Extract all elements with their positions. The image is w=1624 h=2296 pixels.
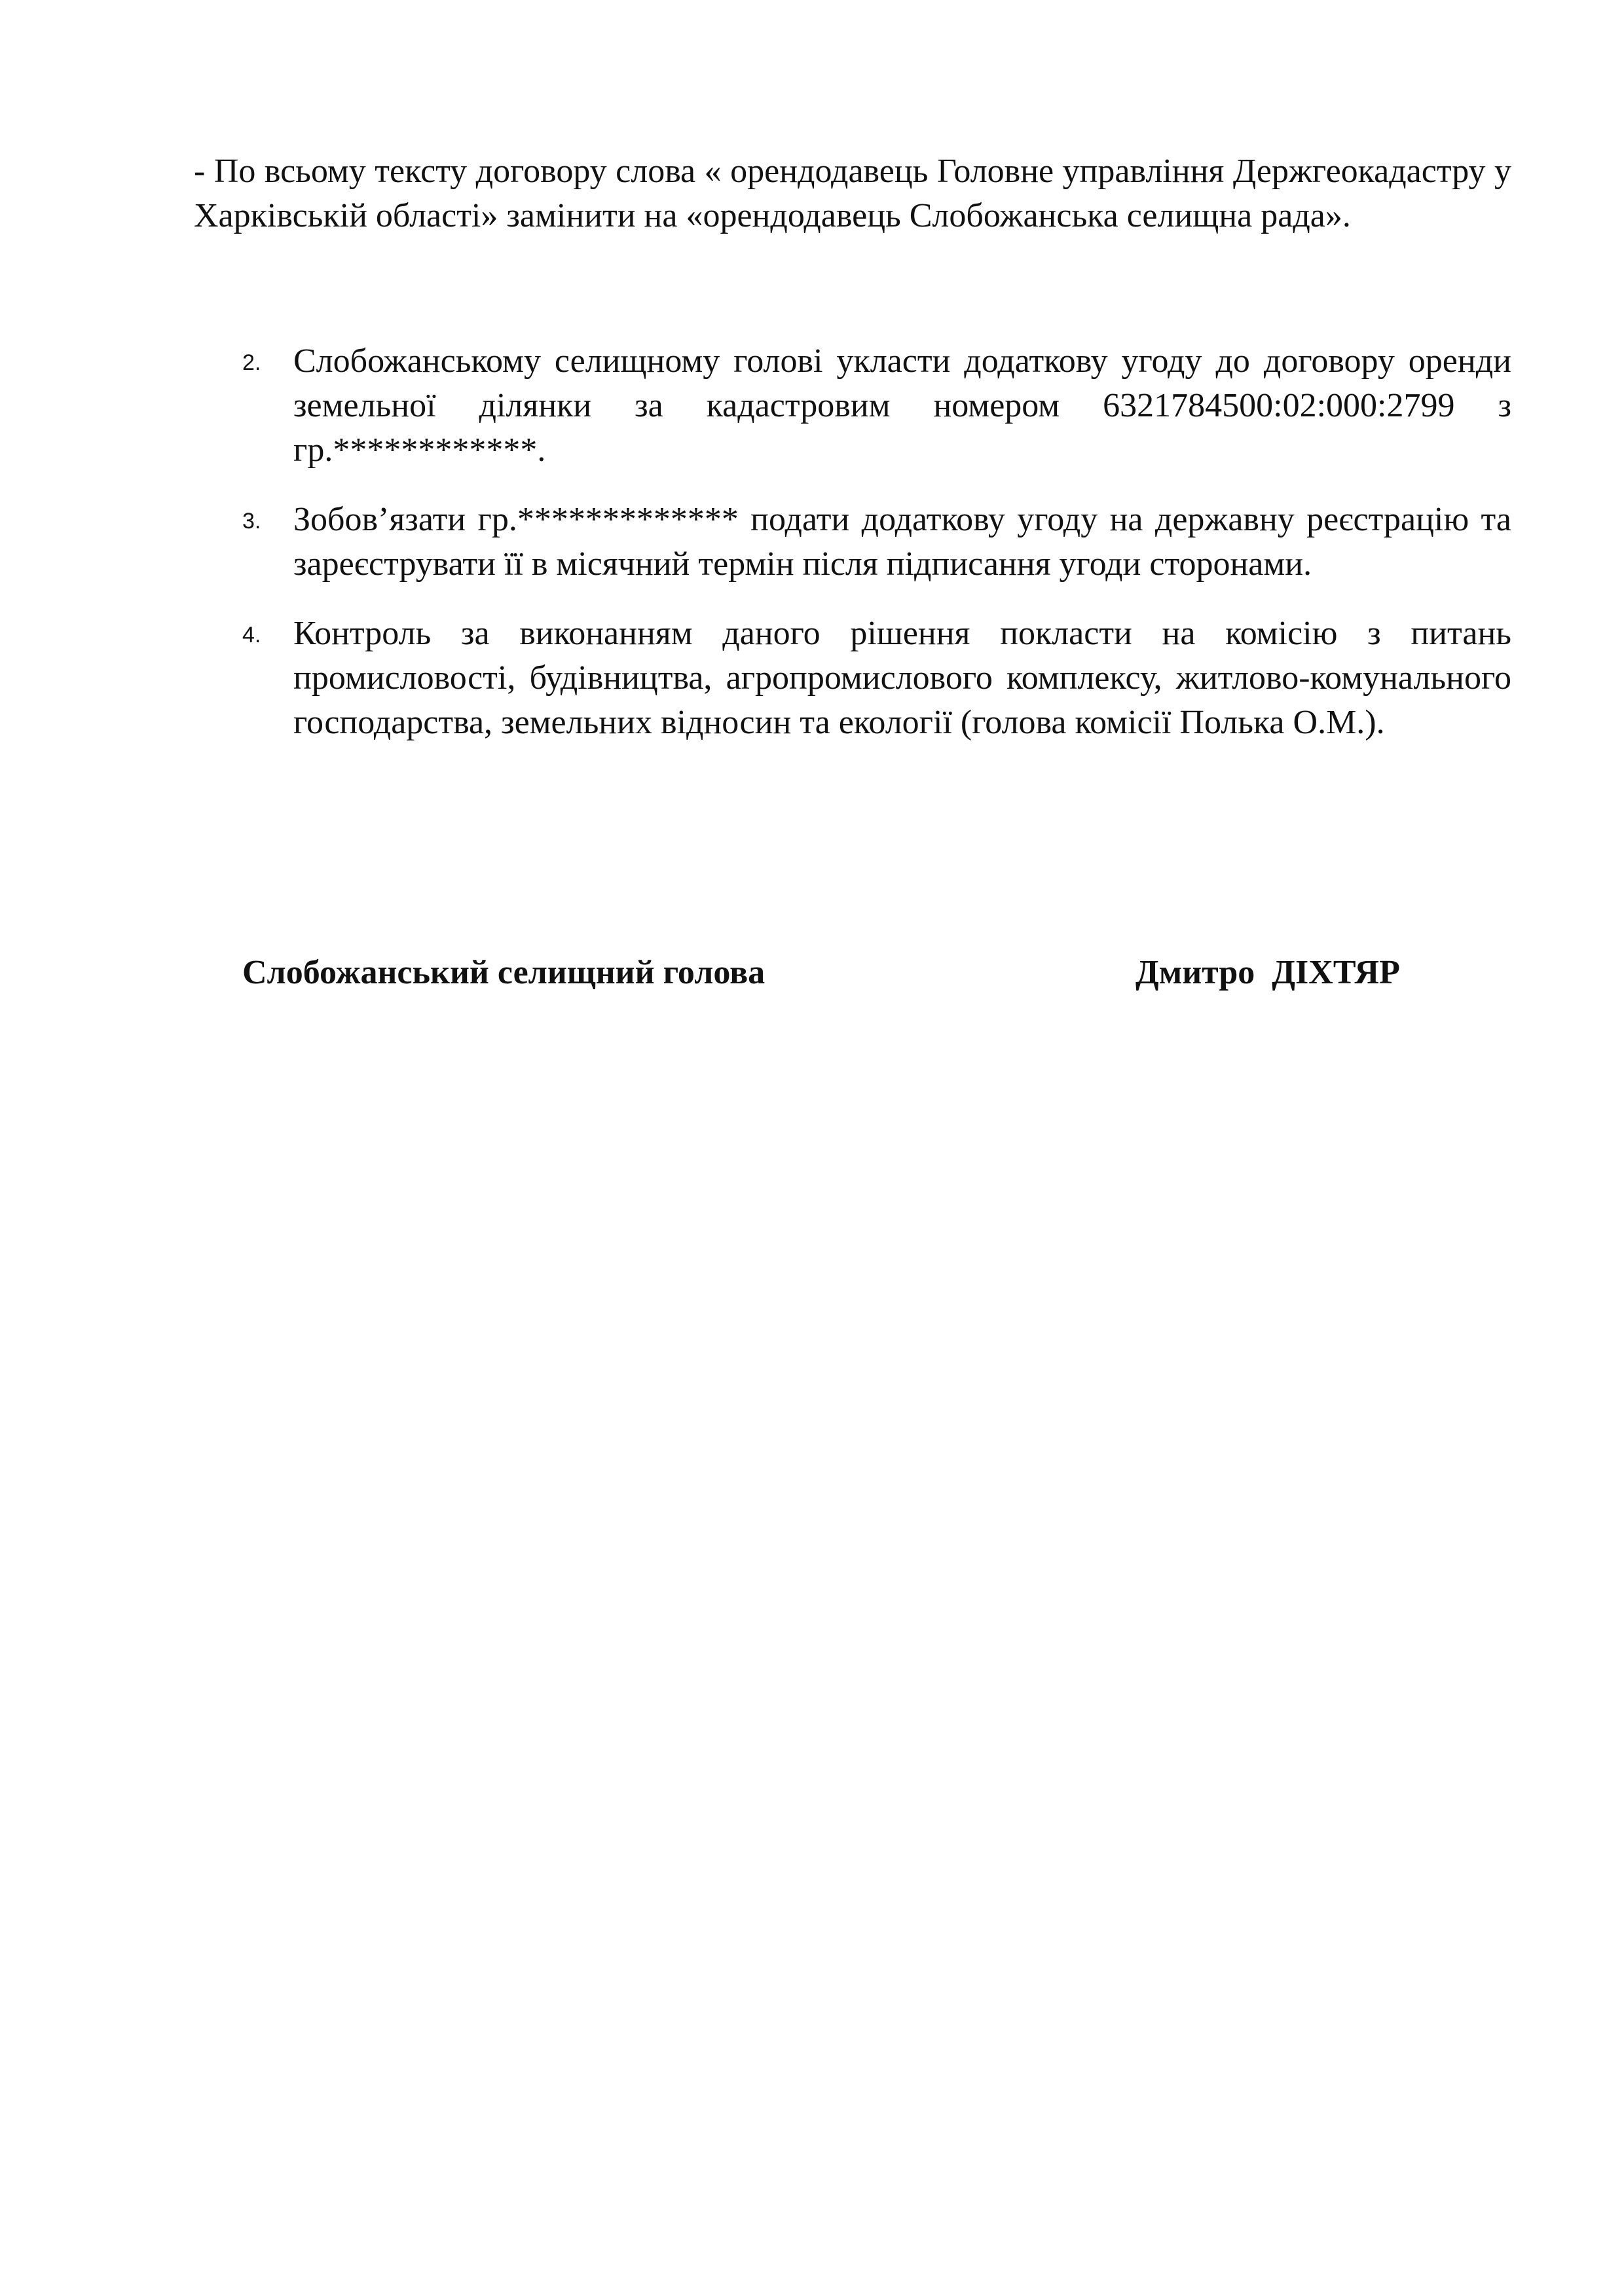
list-item-number: 4. xyxy=(242,623,261,647)
signatory-position: Слобожанський селищний голова xyxy=(242,954,766,991)
decision-items-list xyxy=(194,339,1511,770)
intro-paragraph: - По всьому тексту договору слова « орендодавець Головне управління Держгеокадастру у Харківській області» замінити на «орендодавець Слобожанська селищна рада». xyxy=(194,153,1511,234)
list-item xyxy=(194,498,1511,587)
list-item xyxy=(194,339,1511,473)
list-item-number: 3. xyxy=(242,509,261,534)
signature-block xyxy=(242,951,1445,996)
list-item-text: Зобов’язати гр.************* подати додаткову угоду на державну реєстрацію та зареєструвати її в місячний термін після підписання угоди сторонами. xyxy=(293,501,1511,583)
list-item-text: Контроль за виконанням даного рішення покласти на комісію з питань промисловості, будівництва, агропромислового комплексу, житлово-комунального господарства, земельних відносин та екології (голова комісії Полька О.М.). xyxy=(293,615,1511,741)
signatory-name: Дмитро ДІХТЯР xyxy=(1135,954,1400,991)
list-item-text: Слобожанському селищному голові укласти додаткову угоду до договору оренди земельної ділянки за кадастровим номером 6321784500:02:000:2799 з гр.************. xyxy=(293,342,1511,469)
list-item xyxy=(194,611,1511,745)
list-item-number: 2. xyxy=(242,350,261,375)
